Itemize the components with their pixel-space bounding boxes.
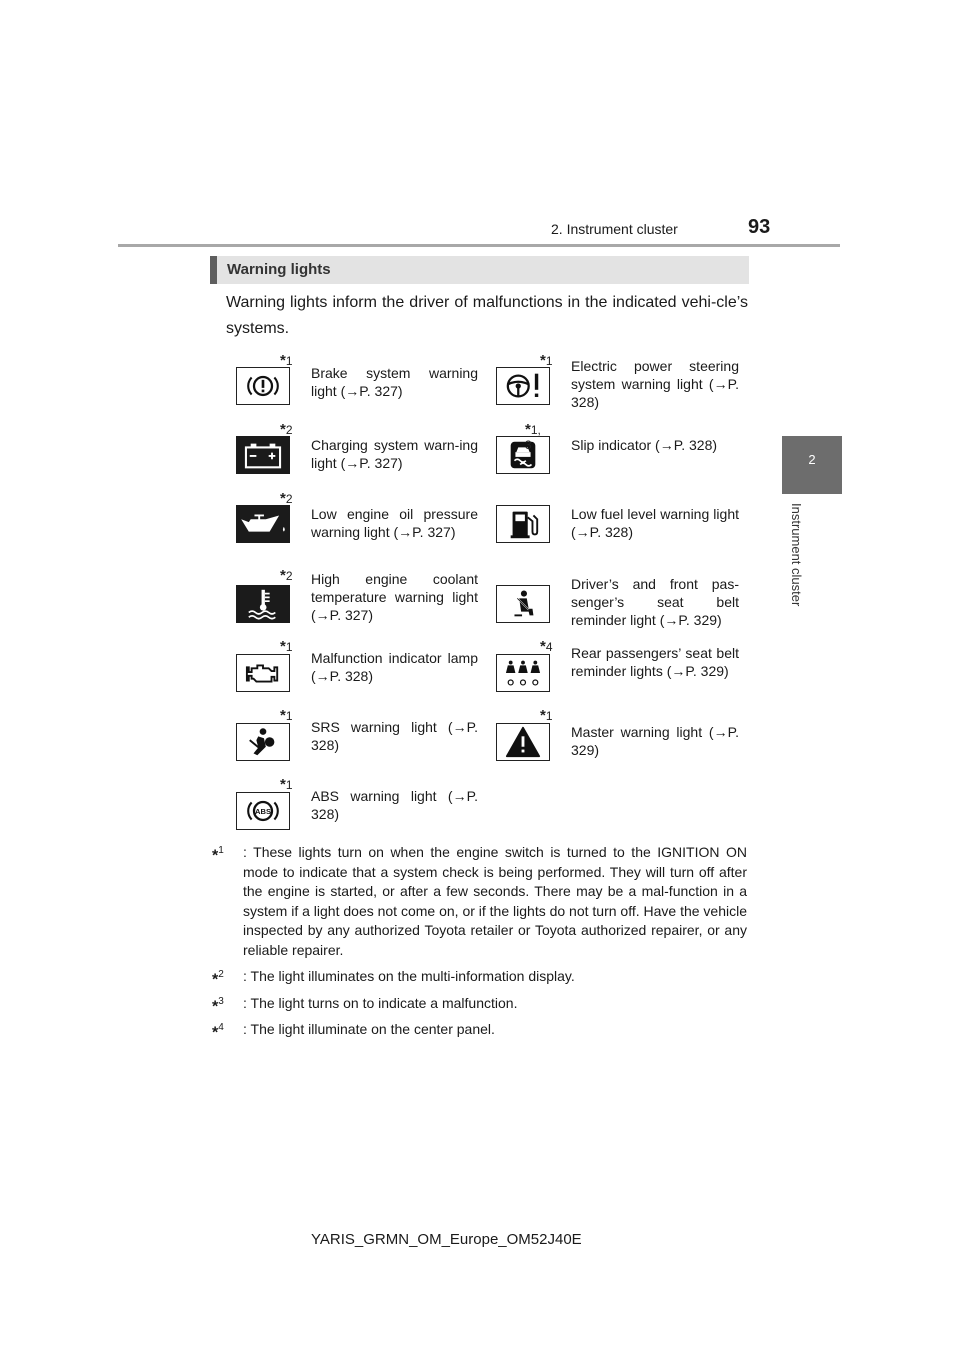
fuel-pump-icon	[496, 505, 550, 543]
light-label: SRS warning light (→P. 328)	[311, 719, 478, 753]
document-footer: YARIS_GRMN_OM_Europe_OM52J40E	[311, 1231, 582, 1248]
section-heading	[210, 256, 749, 284]
footnote-4	[212, 1020, 747, 1040]
slip-indicator-icon	[496, 436, 550, 474]
footnote-2	[212, 967, 747, 987]
airbag-icon	[236, 723, 290, 761]
coolant-thermometer-icon	[236, 585, 290, 623]
light-label: Driver’s and front pas-senger’s seat belt reminder light (→P. 329)	[571, 576, 739, 628]
abs-icon	[236, 792, 290, 830]
chapter-side-label	[786, 503, 806, 623]
footnote-ref: *1, 3	[525, 421, 541, 452]
footnote-text: : The light illuminates on the multi-information display.	[243, 968, 575, 984]
footnote-text: : The light turns on to indicate a malfunction.	[243, 994, 518, 1011]
footnote-ref: *1	[540, 352, 553, 369]
running-header: 2. Instrument cluster	[551, 221, 678, 237]
chapter-side-label-text: Instrument cluster	[789, 503, 804, 607]
section-heading-text: Warning lights	[227, 261, 331, 278]
footnote-marker: *$^4$	[212, 1022, 224, 1042]
footnote-ref: *1	[280, 352, 293, 369]
footnote-ref: *2	[280, 567, 293, 584]
light-label: Slip indicator (→P. 328)	[571, 437, 718, 453]
footnote-ref: *1	[280, 707, 293, 724]
battery-charging-icon	[236, 436, 290, 474]
light-label: Low engine oil pressure warning light (→P. 327)	[311, 506, 478, 540]
footnote-ref: *1	[280, 776, 293, 793]
header-divider	[118, 244, 840, 247]
footnote-text: : These lights turn on when the engine switch is turned to the IGNITION ON mode to indicate that a system check is being performed. They will turn off after the engine is started, or after a few seconds. There may be a mal-function in a system if a light does not come on, or if the lights do not turn off. Have the vehicle inspected by any authorized Toyota retailer or Toyota authorized repairer, or any reliable repairer.	[243, 844, 748, 958]
intro-paragraph: Warning lights inform the driver of malfunctions in the indicated vehi-cle’s systems.	[226, 294, 748, 337]
power-steering-warning-icon	[496, 367, 550, 405]
light-label: High engine coolant temperature warning light (→P. 327)	[311, 571, 478, 623]
check-engine-icon	[236, 654, 290, 692]
page-number: 93	[748, 216, 771, 238]
footnotes	[212, 843, 747, 1047]
footnote-ref: *2	[280, 421, 293, 438]
light-label: Charging system warn-ing light (→P. 327)	[311, 437, 478, 471]
svg-text:ABS: ABS	[255, 806, 271, 816]
light-label: Rear passengers’ seat belt reminder lights (→P. 329)	[571, 645, 739, 679]
footnote-marker: *$^2$	[212, 969, 224, 989]
footnote-ref: *4	[540, 638, 553, 655]
light-label: Master warning light (→P. 329)	[571, 724, 739, 758]
footnote-marker: *$^1$	[212, 845, 224, 865]
footnote-3	[212, 994, 747, 1014]
rear-seat-belt-icon	[496, 654, 550, 692]
footnote-1	[212, 843, 747, 960]
footnote-ref: *2	[280, 490, 293, 507]
footnote-ref: *1	[280, 638, 293, 655]
seat-belt-icon	[496, 585, 550, 623]
chapter-tab: 2	[782, 436, 842, 494]
light-label: Malfunction indicator lamp (→P. 328)	[311, 650, 478, 684]
brake-warning-icon	[236, 367, 290, 405]
light-label: Electric power steering system warning light (→P. 328)	[571, 358, 739, 410]
footnote-text: : The light illuminate on the center panel.	[243, 1021, 495, 1037]
footnote-ref: *1	[540, 707, 553, 724]
footnote-marker: *$^3$	[212, 995, 224, 1015]
light-label: Brake system warning light (→P. 327)	[311, 365, 478, 399]
master-warning-icon	[496, 723, 550, 761]
light-label: ABS warning light (→P. 328)	[311, 788, 478, 822]
oil-can-icon	[236, 505, 290, 543]
light-label: Low fuel level warning light (→P. 328)	[571, 506, 739, 540]
